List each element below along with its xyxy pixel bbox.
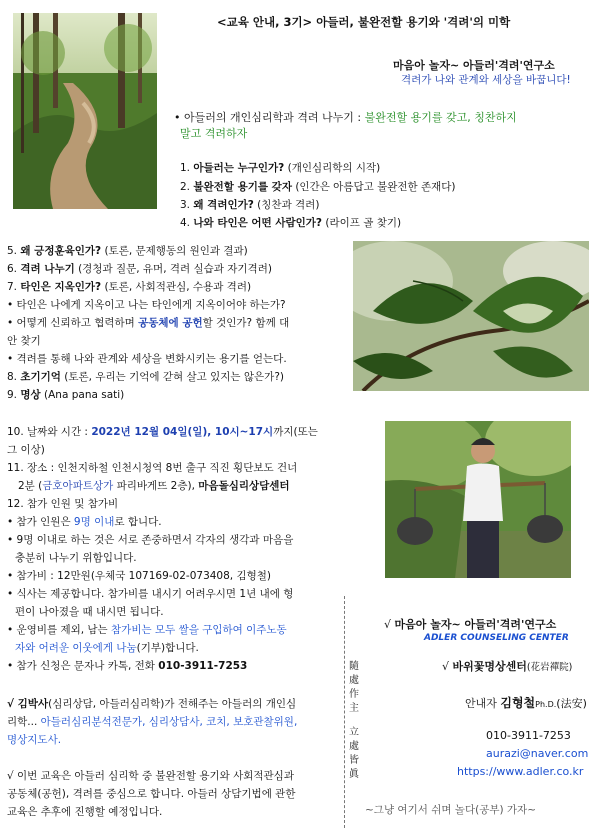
bio-text: 리학... [7, 716, 41, 728]
person-photo [385, 421, 571, 578]
fee-heading: 12. 참가 인원 및 참가비 [7, 498, 119, 510]
fee-text: • 참가 인원은 [7, 516, 74, 528]
fee-item [7, 515, 162, 530]
list-item [7, 388, 124, 403]
contact-url[interactable] [457, 764, 583, 779]
item-number: 6. [7, 263, 18, 275]
fee-text: • 운영비를 제외, 남는 [7, 624, 112, 636]
fee-text: • 참가 신청은 문자나 카톡, 전화 [7, 660, 159, 672]
fee-item: • 참가비 : 12만원(우체국 107169-02-073408, 김형철) [7, 570, 271, 582]
schedule-date-line-2: 그 이상) [7, 444, 45, 456]
contact-institute-en: ADLER COUNSELING CENTER [424, 633, 569, 643]
sub-bullet: • 격려를 통해 나와 관계와 세상을 변화시키는 용기를 얻는다. [7, 353, 287, 365]
date-suffix: 까지(또는 [273, 426, 318, 438]
item-number: 1. [180, 162, 191, 174]
note-line: 교육은 추후에 진행할 예정입니다. [7, 806, 163, 818]
vertical-motto [347, 660, 361, 782]
motto-char: 主 [349, 703, 359, 714]
contact-center [442, 659, 572, 675]
check-mark: √ [442, 660, 450, 673]
contact-institute-name: 마음아 놀자~ 아들러'격려'연구소 [394, 618, 557, 631]
fee-item-cont [15, 641, 199, 656]
venue-highlight: 금호아파트상가 [42, 480, 114, 492]
fee-item-cont: 충분히 나누기 위함입니다. [15, 552, 137, 564]
item-number: 4. [180, 217, 191, 229]
center-hanja: (花岩禪院) [526, 662, 573, 673]
contact-institute [384, 617, 556, 632]
motto-char: 作 [349, 689, 359, 700]
email-link[interactable]: aurazi@naver.com [486, 747, 589, 760]
check-mark: √ [384, 618, 392, 631]
item-title: 초기기억 [20, 371, 61, 383]
motto-char: 立 [349, 727, 359, 738]
item-title: 격려 나누기 [20, 263, 75, 275]
venue-text: 2분 ( [18, 480, 43, 492]
item-number: 3. [180, 199, 191, 211]
topic-highlight-2: 말고 격려하자 [180, 127, 248, 140]
fee-item: • 식사는 제공합니다. 참가비를 내시기 어려우시면 1년 내에 형 [7, 588, 294, 600]
fee-highlight: 자와 어려운 이웃에게 나눔 [15, 642, 137, 654]
topic-bullet: • [174, 111, 181, 124]
item-title: 불완전할 용기를 갖자 [193, 181, 292, 193]
note-line: √ 이번 교육은 아들러 심리학 중 불완전할 용기와 사회적관심과 [7, 770, 294, 782]
fee-item-cont: 편이 나아졌을 때 내시면 됩니다. [15, 606, 164, 618]
list-item [180, 180, 456, 195]
center-name: 바위꽃명상센터 [452, 660, 527, 673]
item-title: 타인은 지옥인가? [20, 281, 102, 293]
sub-bullet: • 타인은 나에게 지옥이고 나는 타인에게 지옥이어야 하는가? [7, 299, 286, 311]
bio-line [7, 715, 297, 730]
venue-text: 파리바게뜨 2층), [113, 480, 199, 492]
sub-bullet-cont: 안 찾기 [7, 335, 41, 347]
motto-char: 眞 [349, 769, 359, 780]
item-detail: (개인심리학의 시작) [284, 162, 381, 174]
fee-item [7, 659, 247, 674]
item-number: 8. [7, 371, 18, 383]
fee-text: (기부)합니다. [136, 642, 199, 654]
motto-char: 處 [349, 675, 359, 686]
website-link[interactable]: https://www.adler.co.kr [457, 765, 584, 778]
item-detail: (라이프 골 찾기) [322, 217, 402, 229]
topic-line-1 [174, 110, 517, 125]
guide-name: 김형철 [500, 696, 536, 710]
sub-bullet [7, 316, 289, 331]
item-number: 5. [7, 245, 18, 257]
item-title: 나와 타인은 어떤 사람인가? [193, 217, 323, 229]
venue-line-2 [18, 479, 290, 494]
forest-path-photo [13, 13, 157, 209]
contact-phone: 010-3911-7253 [486, 729, 571, 742]
item-detail: (토론, 우리는 기억에 갇혀 살고 있지는 않은가?) [60, 371, 284, 383]
fee-item: • 9명 이내로 하는 것은 서로 존중하면서 각자의 생각과 마음을 [7, 534, 294, 546]
closing-line: ~그냥 여기서 쉬며 놀다(공부) 가자~ [365, 804, 536, 816]
page-title: <교육 안내, 3기> 아들러, 불완전할 용기와 '격려'의 미학 [217, 15, 511, 29]
bio-credentials: 아들러심리분석전문가, 심리상담사, 코치, 보호관찰위원, [40, 716, 298, 728]
item-title: 왜 긍정훈육인가? [20, 245, 102, 257]
list-item [7, 370, 284, 385]
item-detail: (토론, 사회적관심, 수용과 격려) [101, 281, 252, 293]
institute-name: 마음아 놀자~ 아들러'격려'연구소 [393, 59, 555, 72]
topic-highlight-1: 불완전할 용기를 갖고, 칭찬하지 [364, 111, 517, 124]
item-detail: (토론, 문제행동의 원인과 결과) [101, 245, 248, 257]
sub-bullet-text: • 어떻게 신뢰하고 협력하며 [7, 317, 139, 329]
guide-line [465, 696, 587, 712]
item-title: 명상 [20, 389, 41, 401]
guide-title: Ph.D. [535, 700, 557, 709]
item-title: 왜 격려인가? [193, 199, 254, 211]
item-detail: (경청과 질문, 유머, 격려 실습과 자기격려) [74, 263, 272, 275]
bio-name: √ 김박사 [7, 698, 49, 710]
list-item [7, 280, 251, 295]
slogan: 격려가 나와 관계와 세상을 바꿉니다! [401, 74, 571, 86]
list-item [7, 262, 272, 277]
guide-label: 안내자 [465, 697, 501, 710]
sub-bullet-text: 할 것인가? 함께 대 [202, 317, 290, 329]
motto-char: 處 [349, 741, 359, 752]
guide-hanja: (法安) [556, 697, 587, 710]
schedule-date-line [7, 425, 318, 440]
venue-line: 11. 장소 : 인천지하철 인천시청역 8번 출구 직진 횡단보도 건너 [7, 462, 298, 474]
signup-phone: 010-3911-7253 [158, 660, 248, 672]
date-value: 2022년 12월 04일(일), 10시~17시 [91, 426, 274, 438]
list-item [180, 161, 380, 176]
item-number: 9. [7, 389, 18, 401]
sub-bullet-highlight: 공동체에 공헌 [138, 317, 203, 329]
venue-center: 마음돌심리상담센터 [198, 480, 290, 492]
item-number: 7. [7, 281, 18, 293]
list-item [180, 198, 319, 213]
date-label: 10. 날짜와 시간 : [7, 426, 92, 438]
item-detail: (칭찬과 격려) [253, 199, 320, 211]
item-detail: (인간은 아름답고 불완전한 존재다) [291, 181, 456, 193]
item-number: 2. [180, 181, 191, 193]
motto-char: 皆 [349, 755, 359, 766]
divider-line [344, 596, 345, 828]
leaves-photo [353, 241, 589, 391]
motto-char: 隨 [349, 661, 359, 672]
bio-line: 명상지도사. [7, 734, 62, 746]
list-item [180, 216, 401, 231]
list-item [7, 244, 248, 259]
fee-text: 로 합니다. [114, 516, 162, 528]
item-detail: (Ana pana sati) [40, 389, 125, 401]
topic-prefix: 아들러의 개인심리학과 격려 나누기 : [184, 111, 365, 124]
bio-line [7, 697, 296, 712]
note-line: 공동체(공헌), 격려를 중심으로 합니다. 아들러 상담기법에 관한 [7, 788, 296, 800]
item-title: 아들러는 누구인가? [193, 162, 285, 174]
contact-email[interactable] [486, 746, 588, 761]
bio-text: (심리상담, 아들러심리학)가 전해주는 아들러의 개인심 [48, 698, 297, 710]
fee-highlight: 9명 이내 [73, 516, 115, 528]
fee-highlight: 참가비는 모두 쌀을 구입하여 이주노동 [111, 624, 287, 636]
motto-space [347, 716, 361, 726]
fee-item [7, 623, 287, 638]
